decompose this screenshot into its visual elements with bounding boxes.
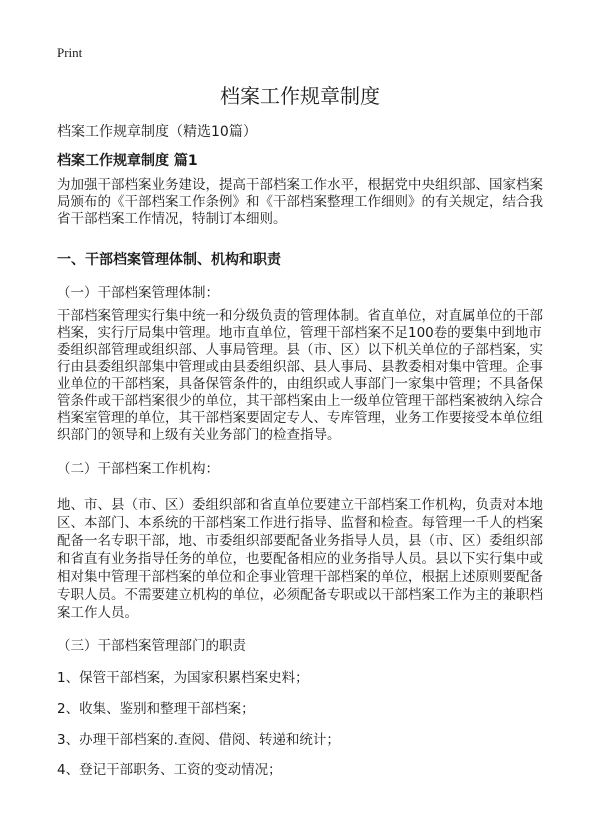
text-line: 行由县委组织部集中管理或由县委组织部、县人事局、县教委相对集中管理。企事 [57, 359, 543, 375]
list-item: 2、收集、鉴别和整理干部档案； [57, 701, 255, 717]
text-line: 为加强干部档案业务建设，提高干部档案工作水平，根据党中央组织部、国家档案 [57, 177, 543, 193]
subsection-heading: （三）干部档案管理部门的职责 [57, 638, 246, 654]
text-line: 区、本部门、本系统的干部档案工作进行指导、监督和检查。每管理一千人的档案 [57, 515, 543, 531]
paragraph-management-system [57, 308, 543, 444]
text-line: 配备一名专职干部，地、市委组织部要配备业务指导人员，县（市、区）委组织部 [57, 533, 543, 549]
subtitle: 档案工作规章制度（精选10篇） [57, 124, 257, 140]
text-line: 省干部档案工作情况，特制订本细则。 [57, 211, 287, 227]
text-line: 业单位的干部档案，具备保管条件的，由组织或人事部门一家集中管理；不具备保 [57, 376, 543, 392]
text-line: 织部门的领导和上级有关业务部门的检查指导。 [57, 427, 341, 443]
subsection-heading: （二）干部档案工作机构： [57, 461, 219, 477]
text-line: 局颁布的《干部档案工作条例》和《干部档案整理工作细则》的有关规定，结合我 [57, 194, 543, 210]
text-line: 档案，实行厅局集中管理。地市直单位，管理干部档案不足100卷的要集中到地市 [57, 325, 542, 341]
section-heading: 一、干部档案管理体制、机构和职责 [57, 252, 281, 268]
text-line: 干部档案管理实行集中统一和分级负责的管理体制。省直单位，对直属单位的干部 [57, 308, 543, 324]
list-item: 1、保管干部档案，为国家积累档案史料； [57, 670, 309, 686]
text-line: 委组织部管理或组织部、人事局管理。县（市、区）以下机关单位的子部档案，实 [57, 342, 543, 358]
text-line: 专职人员。不需要建立机构的单位，必须配备专职或以干部档案工作为主的兼职档 [57, 587, 543, 603]
text-line: 案工作人员。 [57, 605, 138, 621]
text-line: 管条件或干部档案很少的单位，其干部档案由上一级单位管理干部档案被纳入综合 [57, 393, 543, 409]
print-label: Print [57, 45, 83, 60]
article-heading: 档案工作规章制度 篇1 [57, 153, 198, 169]
list-item: 3、办理干部档案的.查阅、借阅、转递和统计； [57, 732, 340, 748]
list-item: 4、登记干部职务、工资的变动情况； [57, 762, 282, 778]
text-line: 和省直有业务指导任务的单位，也要配备相应的业务指导人员。县以下实行集中或 [57, 551, 543, 567]
text-line: 相对集中管理干部档案的单位和企事业管理干部档案的单位，根据上述原则要配备 [57, 569, 543, 585]
intro-paragraph [57, 177, 543, 228]
paragraph-work-organization [57, 496, 543, 622]
subsection-heading: （一）干部档案管理体制： [57, 285, 219, 301]
page-title: 档案工作规章制度 [220, 84, 380, 108]
text-line: 地、市、县（市、区）委组织部和省直单位要建立干部档案工作机构，负责对本地 [57, 497, 543, 513]
text-line: 档案室管理的单位，其干部档案要固定专人、专库管理，业务工作要接受本单位组 [57, 410, 543, 426]
